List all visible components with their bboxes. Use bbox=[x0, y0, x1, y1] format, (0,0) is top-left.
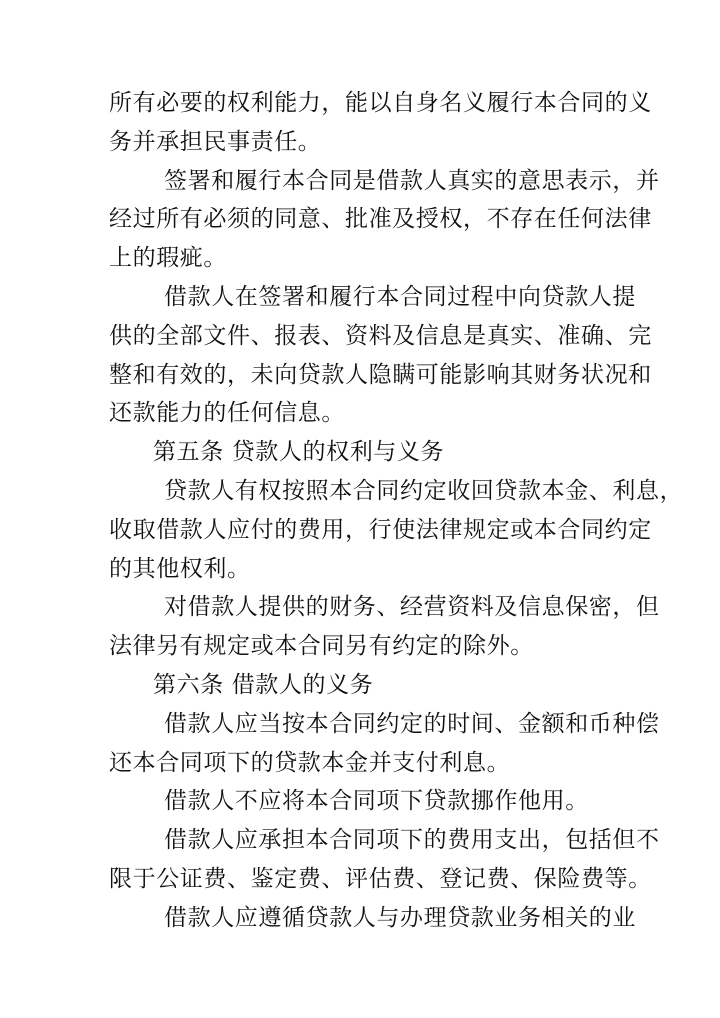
paragraph-start: 借款人应当按本合同约定的时间、金额和币种偿 bbox=[164, 710, 660, 737]
paragraph-start: 借款人不应将本合同项下贷款挪作他用。 bbox=[164, 788, 589, 815]
paragraph-start: 借款人应遵循贷款人与办理贷款业务相关的业 bbox=[164, 904, 636, 931]
article-heading: 第六条 借款人的义务 bbox=[153, 671, 374, 698]
paragraph-start: 对借款人提供的财务、经营资料及信息保密，但 bbox=[164, 594, 660, 621]
text-line: 整和有效的，未向贷款人隐瞒可能影响其财务状况和 bbox=[109, 361, 652, 388]
article-heading: 第五条 贷款人的权利与义务 bbox=[153, 439, 445, 466]
paragraph-start: 借款人应承担本合同项下的费用支出，包括但不 bbox=[164, 827, 660, 854]
text-line: 务并承担民事责任。 bbox=[109, 128, 322, 155]
contract-text bbox=[109, 84, 684, 938]
text-line: 供的全部文件、报表、资料及信息是真实、准确、完 bbox=[109, 322, 652, 349]
paragraph-start: 贷款人有权按照本合同约定收回贷款本金、利息， bbox=[164, 477, 684, 504]
paragraph-start: 签署和履行本合同是借款人真实的意思表示，并 bbox=[164, 167, 660, 194]
text-line: 还本合同项下的贷款本金并支付利息。 bbox=[109, 749, 511, 776]
text-line: 限于公证费、鉴定费、评估费、登记费、保险费等。 bbox=[109, 865, 652, 892]
text-line: 法律另有规定或本合同另有约定的除外。 bbox=[109, 633, 534, 660]
text-line: 所有必要的权利能力，能以自身名义履行本合同的义 bbox=[109, 90, 652, 116]
text-line: 的其他权利。 bbox=[109, 555, 251, 582]
text-line: 还款能力的任何信息。 bbox=[109, 400, 345, 427]
paragraph-start: 借款人在签署和履行本合同过程中向贷款人提 bbox=[164, 283, 636, 310]
text-line: 收取借款人应付的费用，行使法律规定或本合同约定 bbox=[109, 516, 652, 543]
text-line: 经过所有必须的同意、批准及授权，不存在任何法律 bbox=[109, 206, 652, 233]
text-line: 上的瑕疵。 bbox=[109, 245, 227, 272]
